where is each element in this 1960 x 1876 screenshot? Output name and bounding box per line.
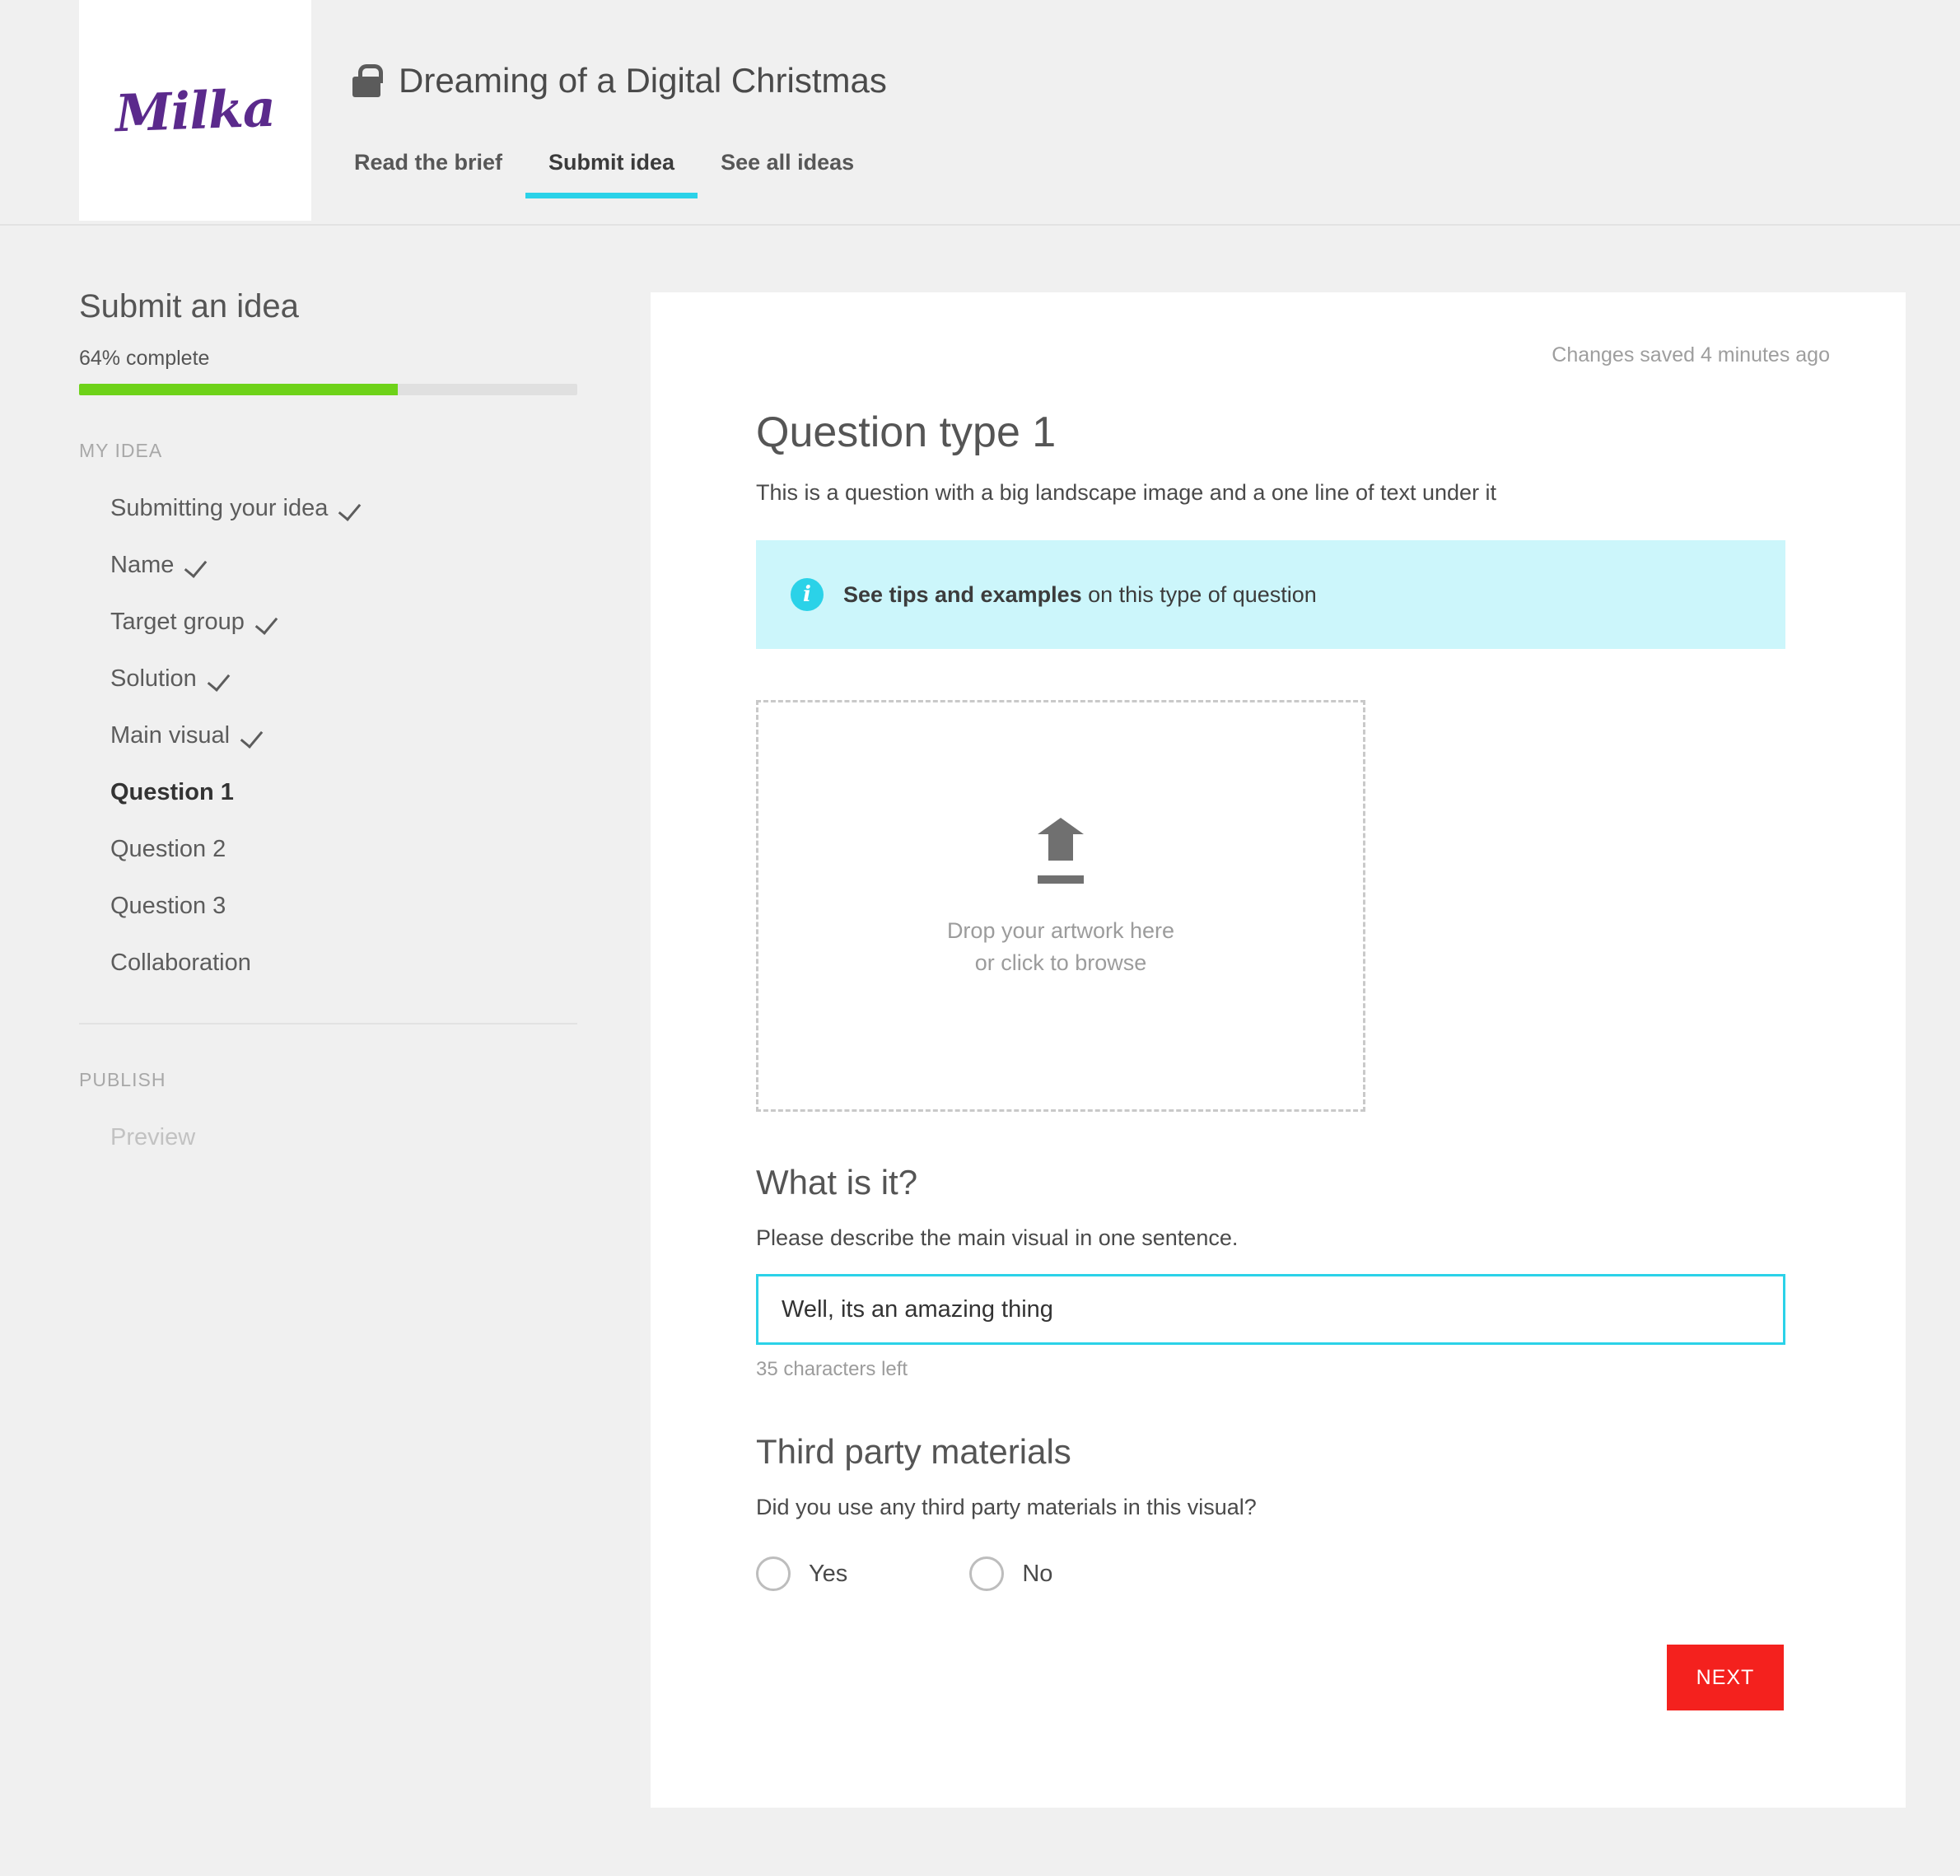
what-is-it-description: Please describe the main visual in one sentence. <box>756 1225 1239 1250</box>
radio-option-yes[interactable] <box>756 1556 847 1591</box>
progress-bar-fill <box>79 384 398 395</box>
sidebar-item-preview <box>79 1109 581 1166</box>
tab-see-all-ideas[interactable]: See all ideas <box>721 150 855 175</box>
radio-label-no: No <box>1022 1560 1053 1587</box>
upload-icon <box>1038 833 1084 884</box>
tab-bar <box>354 150 877 198</box>
sidebar-item-question-3[interactable] <box>79 878 581 935</box>
sidebar-item-label: Name <box>110 552 175 578</box>
radio-label-yes: Yes <box>809 1560 848 1587</box>
page-title: Dreaming of a Digital Christmas <box>399 61 887 100</box>
third-party-radio-group <box>756 1556 1782 1591</box>
third-party-title: Third party materials <box>756 1432 1071 1471</box>
next-button[interactable]: NEXT <box>1667 1645 1784 1710</box>
sidebar-divider <box>79 1023 577 1024</box>
check-icon <box>341 498 362 520</box>
radio-circle-icon[interactable] <box>969 1556 1004 1591</box>
dropzone-line-2: or click to browse <box>974 950 1147 975</box>
sidebar-item-solution[interactable] <box>79 651 581 707</box>
sidebar-item-target-group[interactable] <box>79 594 581 651</box>
sidebar-section-publish: PUBLISH <box>79 1069 166 1090</box>
characters-left-counter: 35 characters left <box>756 1358 908 1380</box>
sidebar-item-question-1[interactable] <box>79 764 581 821</box>
sidebar-item-label: Question 1 <box>110 779 234 805</box>
sidebar-item-label: Question 3 <box>110 893 226 919</box>
question-subtitle: This is a question with a big landscape image and a one line of text under it <box>756 480 1497 505</box>
artwork-dropzone[interactable] <box>756 700 1365 1112</box>
sidebar-item-main-visual[interactable] <box>79 707 581 764</box>
tips-rest: on this type of question <box>1081 581 1317 607</box>
radio-circle-icon[interactable] <box>756 1556 791 1591</box>
radio-option-no[interactable] <box>969 1556 1052 1591</box>
tab-submit-idea[interactable]: Submit idea <box>525 150 698 198</box>
sidebar-item-label: Main visual <box>110 722 231 749</box>
third-party-description: Did you use any third party materials in this visual? <box>756 1495 1257 1519</box>
info-icon: i <box>791 578 824 611</box>
sidebar-item-submitting-your-idea[interactable] <box>79 480 581 537</box>
sidebar-item-collaboration[interactable] <box>79 935 581 992</box>
progress-label: 64% complete <box>79 347 210 370</box>
what-is-it-title: What is it? <box>756 1163 918 1202</box>
sidebar-item-name[interactable] <box>79 537 581 594</box>
sidebar-item-question-2[interactable] <box>79 821 581 878</box>
check-icon <box>243 726 264 747</box>
question-title: Question type 1 <box>756 408 1057 456</box>
dropzone-line-1: Drop your artwork here <box>946 917 1175 943</box>
tips-link[interactable]: See tips and examples <box>843 581 1082 607</box>
tab-read-the-brief[interactable]: Read the brief <box>354 150 503 175</box>
sidebar <box>79 288 581 1179</box>
sidebar-section-my-idea: MY IDEA <box>79 440 163 461</box>
milka-logo: Milka <box>114 77 277 143</box>
sidebar-item-label: Collaboration <box>110 950 251 976</box>
lock-icon <box>352 64 380 97</box>
dropzone-text <box>947 915 1174 979</box>
sidebar-item-label: Question 2 <box>110 836 226 862</box>
sidebar-item-label: Target group <box>110 609 245 635</box>
sidebar-item-label: Solution <box>110 665 197 692</box>
title-row <box>352 61 887 100</box>
tips-banner[interactable] <box>756 540 1785 649</box>
sidebar-publish-nav <box>79 1109 581 1166</box>
what-is-it-input[interactable] <box>756 1274 1785 1345</box>
tips-text <box>843 582 1317 608</box>
progress-bar <box>79 384 577 395</box>
question-card-body <box>651 292 1906 1591</box>
check-icon <box>258 612 279 633</box>
autosave-status: Changes saved 4 minutes ago <box>1552 343 1830 366</box>
check-icon <box>187 555 208 576</box>
app-header <box>0 0 1960 226</box>
sidebar-item-label: Preview <box>110 1124 196 1150</box>
brand-logo-tile <box>79 0 311 221</box>
sidebar-nav <box>79 480 581 992</box>
check-icon <box>210 669 231 690</box>
question-card <box>651 292 1906 1808</box>
sidebar-heading: Submit an idea <box>79 288 299 324</box>
sidebar-item-label: Submitting your idea <box>110 495 329 521</box>
